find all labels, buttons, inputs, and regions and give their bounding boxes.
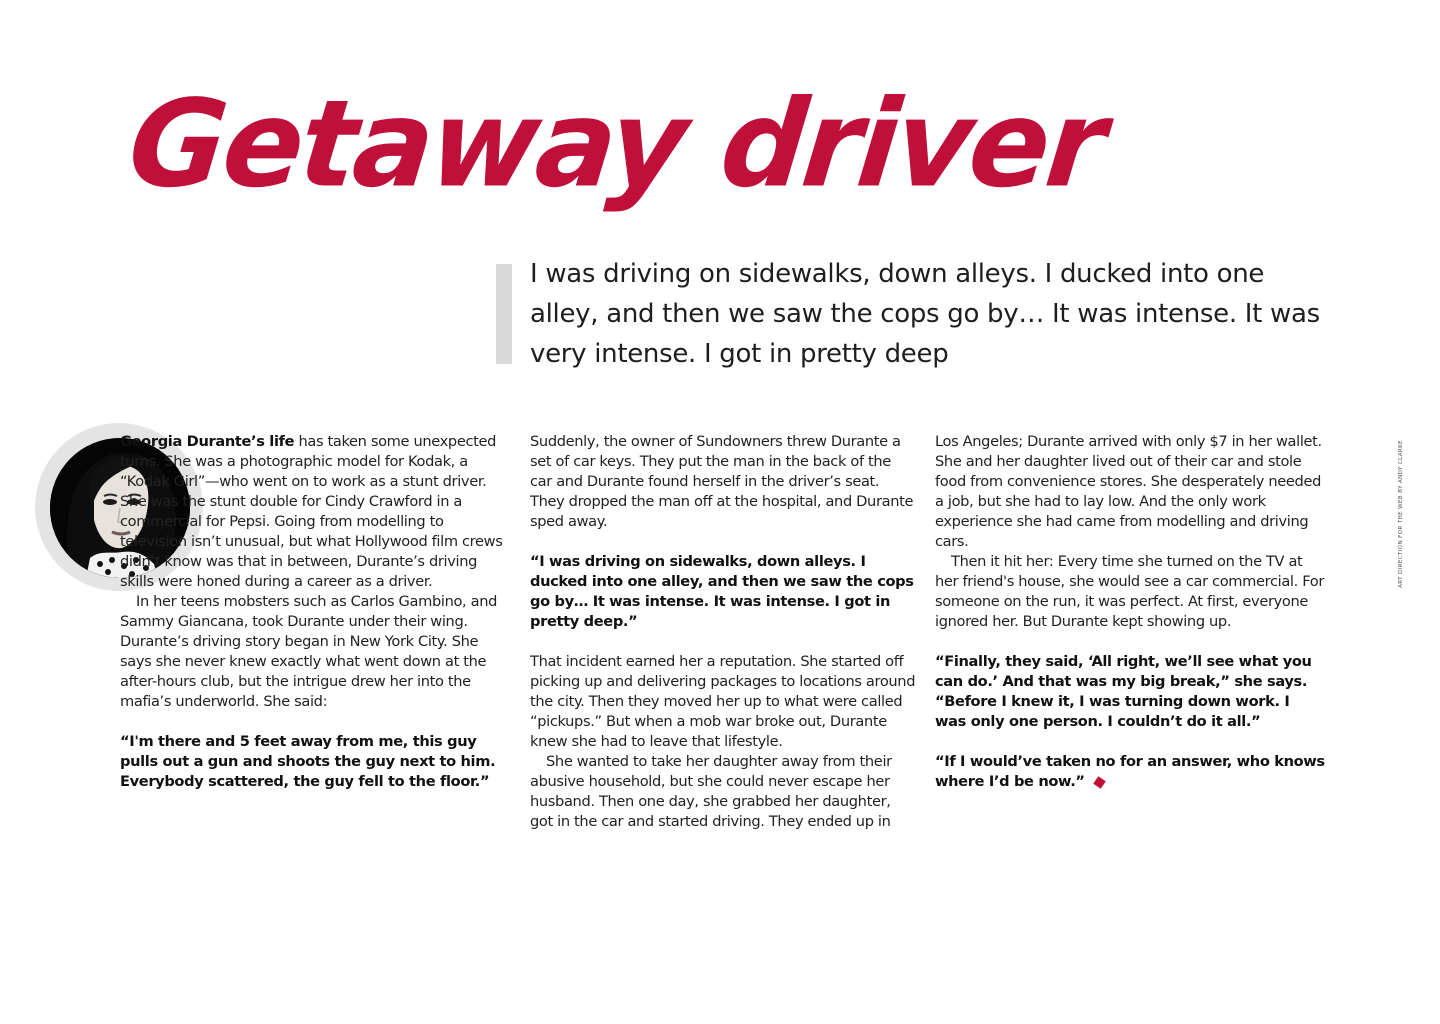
inline-quote: “I'm there and 5 feet away from me, this guy pulls out a gun and shoots the guy next to him. Everybody scattered, the guy fell to the floor.”	[120, 733, 496, 790]
paragraph: Los Angeles; Durante arrived with only $7 in her wallet. She and her daughter lived out of their car and stole food from convenience stores. She desperately needed a job, but she had to lay low. And the only work experience she had came from modelling and driving cars.	[935, 433, 1322, 550]
article-column-2	[530, 432, 916, 832]
paragraph	[120, 432, 508, 592]
paragraph: That incident earned her a reputation. She started off picking up and delivering packages to locations around the city. Then they moved her up to what were called “pickups.” But when a mob war broke out, Durante knew she had to leave that lifestyle.	[530, 653, 916, 750]
paragraph-text: has taken some unexpected turns. She was a photographic model for Kodak, a “Kodak Girl”—who went on to work as a stunt driver. She was the stunt double for Cindy Crawford in a commercial for Pepsi. Going from modelling to television isn’t unusual, but what Hollywood film crews didn’t know was that in between, Durante’s driving skills were honed during a career as a driver.	[120, 433, 503, 590]
paragraph: In her teens mobsters such as Carlos Gambino, and Sammy Giancana, took Durante under their wing. Durante’s driving story began in New York City. She says she never knew exactly what went down at the after-hours club, but the intrigue drew her into the mafia’s underworld. She said:	[120, 593, 498, 710]
inline-quote: “Finally, they said, ‘All right, we’ll see what you can do.’ And that was my big break,” she says. “Before I knew it, I was turning down work. I was only one person. I couldn’t do it all.”	[935, 653, 1312, 730]
closing-quote	[935, 752, 1325, 792]
lead-in: Georgia Durante’s life	[120, 433, 295, 450]
inline-quote: “I was driving on sidewalks, down alleys. I ducked into one alley, and then we saw the cops go by… It was intense. It was intense. I got in pretty deep.”	[530, 553, 914, 630]
diamond-end-mark-icon	[1093, 776, 1106, 789]
pull-quote-bar	[496, 264, 512, 364]
paragraph: She wanted to take her daughter away from their abusive household, but she could never escape her husband. Then one day, she grabbed her daughter, got in the car and started driving. They ended up in	[530, 753, 892, 830]
paragraph: Suddenly, the owner of Sundowners threw Durante a set of car keys. They put the man in the back of the car and Durante found herself in the driver’s seat. They dropped the man off at the hospital, and Durante sped away.	[530, 433, 914, 530]
article-title: Getaway driver	[122, 73, 1110, 214]
portrait-text-wrap	[0, 432, 120, 632]
article-column-1	[120, 432, 508, 812]
closing-quote-text: “If I would’ve taken no for an answer, who knows where I’d be now.”	[935, 753, 1325, 790]
article-column-3	[935, 432, 1325, 812]
art-direction-credit: ART DIRECTION FOR THE WEB BY ANDY CLARKE	[1398, 440, 1404, 588]
pull-quote: I was driving on sidewalks, down alleys. I ducked into one alley, and then we saw the cops go by… It was intense. It was very intense. I got in pretty deep	[530, 259, 1320, 369]
paragraph: Then it hit her: Every time she turned on the TV at her friend's house, she would see a car commercial. For someone on the run, it was perfect. At first, everyone ignored her. But Durante kept showing up.	[935, 553, 1324, 630]
